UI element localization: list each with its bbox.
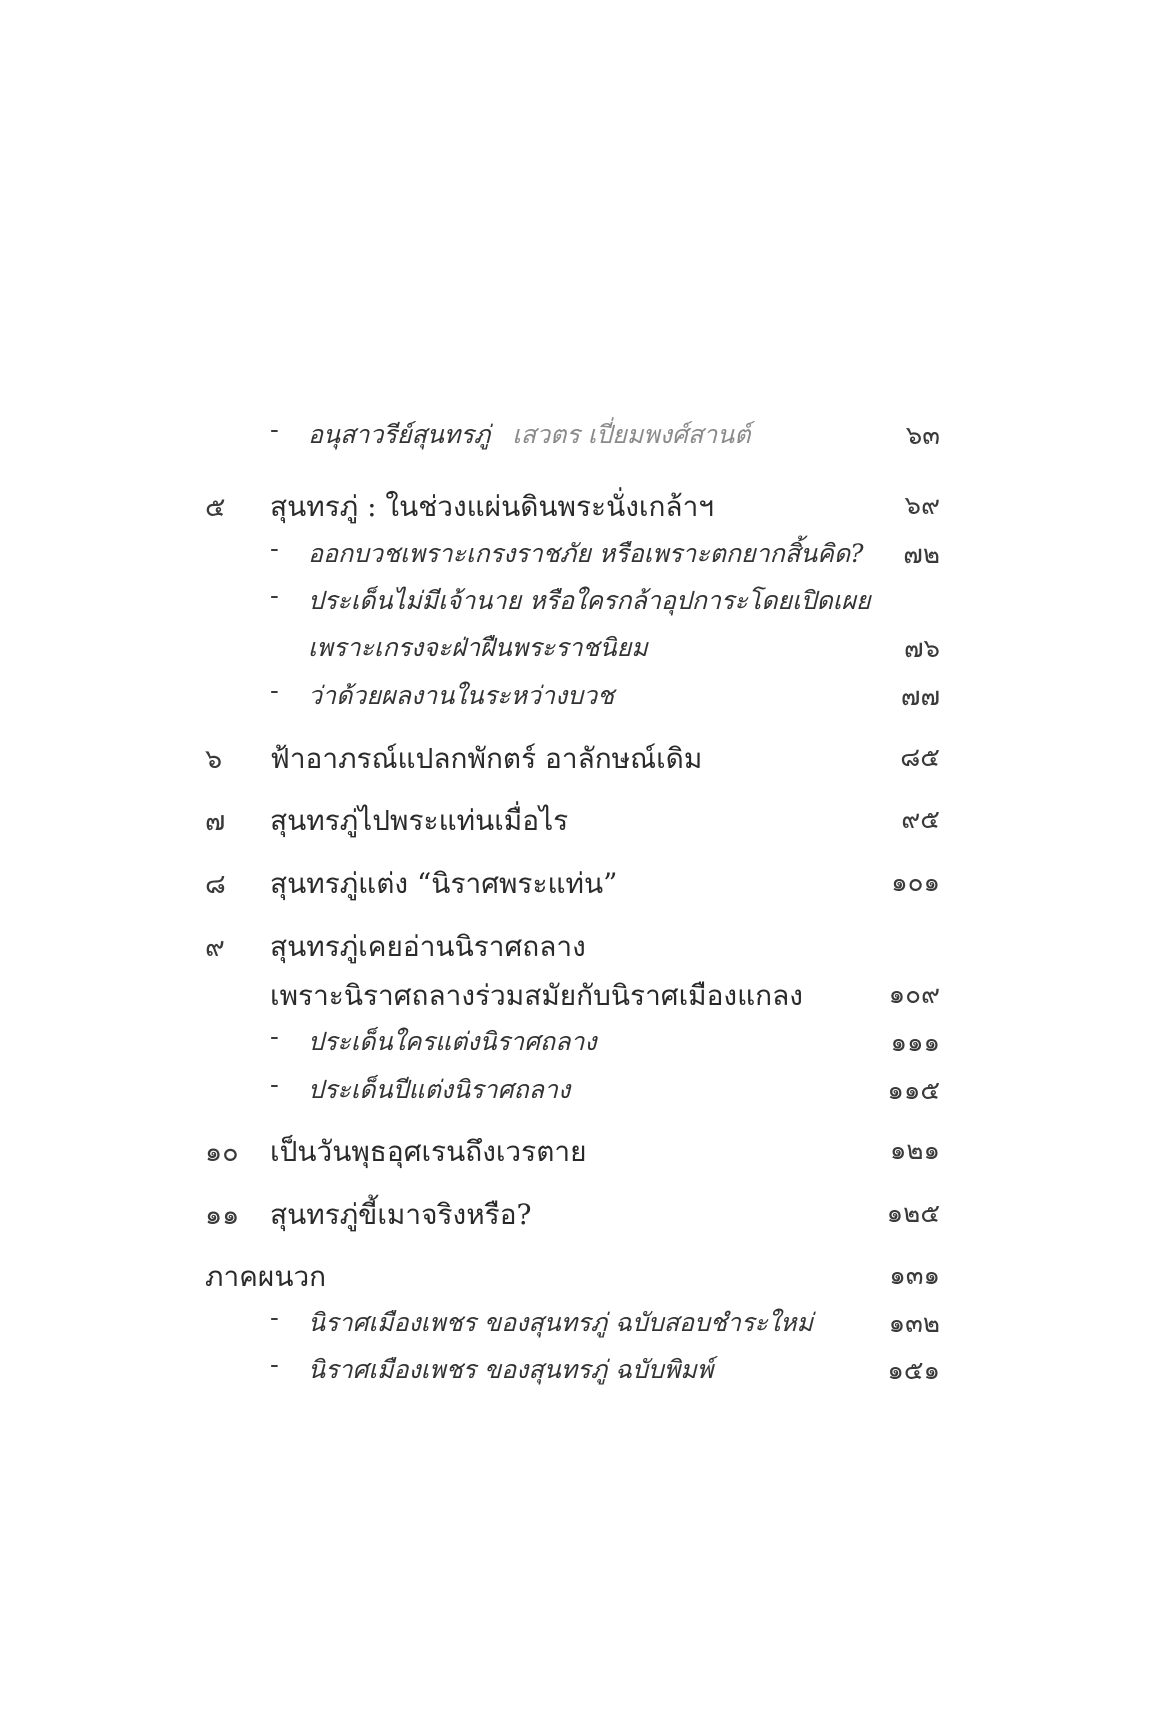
- entry-author: เสวตร เปี่ยมพงศ์สานต์: [512, 420, 751, 449]
- toc-entry[interactable]: [0, 415, 1150, 461]
- page-number: ๑๐๑: [891, 868, 940, 898]
- page-number: ๑๕๑: [887, 1356, 940, 1386]
- entry-title: ว่าด้วยผลงานในระหว่างบวช: [308, 681, 615, 710]
- chapter-number: ๕: [205, 492, 226, 523]
- page-number: ๑๒๕: [886, 1199, 940, 1229]
- entry-title: ออกบวชเพราะเกรงราชภัย หรือเพราะตกยากสิ้นคิด?: [308, 539, 864, 568]
- toc-entry[interactable]: [0, 1303, 1150, 1349]
- entry-title: สุนทรภู่ขี้เมาจริงหรือ?: [270, 1198, 532, 1231]
- toc-entry-continuation[interactable]: [0, 974, 1150, 1020]
- toc-entry[interactable]: [0, 799, 1150, 845]
- entry-title: เพราะเกรงจะฝ่าฝืนพระราชนิยม: [308, 633, 648, 662]
- chapter-number: ๖: [205, 744, 223, 775]
- chapter-number: ๙: [205, 932, 225, 963]
- entry-title: เพราะนิราศถลางร่วมสมัยกับนิราศเมืองแกลง: [270, 979, 803, 1012]
- bullet-dash: -: [270, 676, 279, 706]
- page-number: ๑๓๒: [888, 1309, 940, 1339]
- toc-entry[interactable]: [0, 1022, 1150, 1068]
- toc-entry[interactable]: [0, 1130, 1150, 1176]
- toc-entry-appendix[interactable]: [0, 1255, 1150, 1301]
- page-number: ๑๑๑: [890, 1028, 940, 1058]
- page-number: ๑๒๑: [889, 1136, 940, 1166]
- toc-entry[interactable]: [0, 1193, 1150, 1239]
- toc-entry[interactable]: [0, 1350, 1150, 1396]
- appendix-title: ภาคผนวก: [205, 1260, 327, 1293]
- page-number: ๗๒: [903, 540, 940, 570]
- entry-title: ฟ้าอาภรณ์แปลกพักตร์ อาลักษณ์เดิม: [270, 742, 703, 775]
- page-number: ๘๕: [900, 743, 940, 773]
- entry-title: ประเด็นใครแต่งนิราศถลาง: [308, 1027, 597, 1056]
- bullet-dash: -: [270, 1303, 279, 1333]
- entry-title: สุนทรภู่แต่ง “นิราศพระแท่น”: [270, 867, 618, 900]
- toc-entry[interactable]: [0, 581, 1150, 627]
- entry-title: สุนทรภู่เคยอ่านนิราศถลาง: [270, 930, 586, 963]
- entry-title: ประเด็นไม่มีเจ้านาย หรือใครกล้าอุปการะโดยเปิดเผย: [308, 586, 871, 615]
- page-number: ๑๑๕: [887, 1076, 940, 1106]
- entry-title: นิราศเมืองเพชร ของสุนทรภู่ ฉบับพิมพ์: [308, 1355, 714, 1384]
- chapter-number: ๗: [205, 806, 226, 837]
- page-number: ๗๗: [900, 682, 940, 712]
- page-number: ๙๕: [901, 805, 940, 835]
- toc-entry[interactable]: [0, 676, 1150, 722]
- bullet-dash: -: [270, 534, 279, 564]
- bullet-dash: -: [270, 1022, 279, 1052]
- chapter-number: ๑๑: [205, 1200, 240, 1231]
- toc-entry-continuation[interactable]: [0, 628, 1150, 674]
- page-number: ๖๓: [905, 421, 940, 451]
- toc-entry[interactable]: [0, 534, 1150, 580]
- page-number: ๑๓๑: [889, 1261, 940, 1291]
- bullet-dash: -: [270, 415, 279, 445]
- page-number: ๑๐๙: [888, 980, 940, 1010]
- entry-title: สุนทรภู่ไปพระแท่นเมื่อไร: [270, 804, 569, 837]
- toc-entry[interactable]: [0, 737, 1150, 783]
- entry-title: เป็นวันพุธอุศเรนถึงเวรตาย: [270, 1135, 587, 1168]
- entry-title: สุนทรภู่ : ในช่วงแผ่นดินพระนั่งเกล้าฯ: [270, 490, 715, 523]
- toc-entry[interactable]: [0, 925, 1150, 971]
- bullet-dash: -: [270, 1350, 279, 1380]
- toc-entry[interactable]: [0, 1070, 1150, 1116]
- chapter-number: ๘: [205, 869, 226, 900]
- chapter-number: ๑๐: [205, 1137, 239, 1168]
- toc-entry[interactable]: [0, 485, 1150, 531]
- entry-title: อนุสาวรีย์สุนทรภู่ เสวตร เปี่ยมพงศ์สานต์: [308, 420, 751, 449]
- entry-title: นิราศเมืองเพชร ของสุนทรภู่ ฉบับสอบชำระใหม่: [308, 1308, 813, 1337]
- bullet-dash: -: [270, 1070, 279, 1100]
- bullet-dash: -: [270, 581, 279, 611]
- page-number: ๖๙: [904, 491, 940, 521]
- entry-title: ประเด็นปีแต่งนิราศถลาง: [308, 1075, 571, 1104]
- toc-entry[interactable]: [0, 862, 1150, 908]
- page-number: ๗๖: [903, 634, 940, 664]
